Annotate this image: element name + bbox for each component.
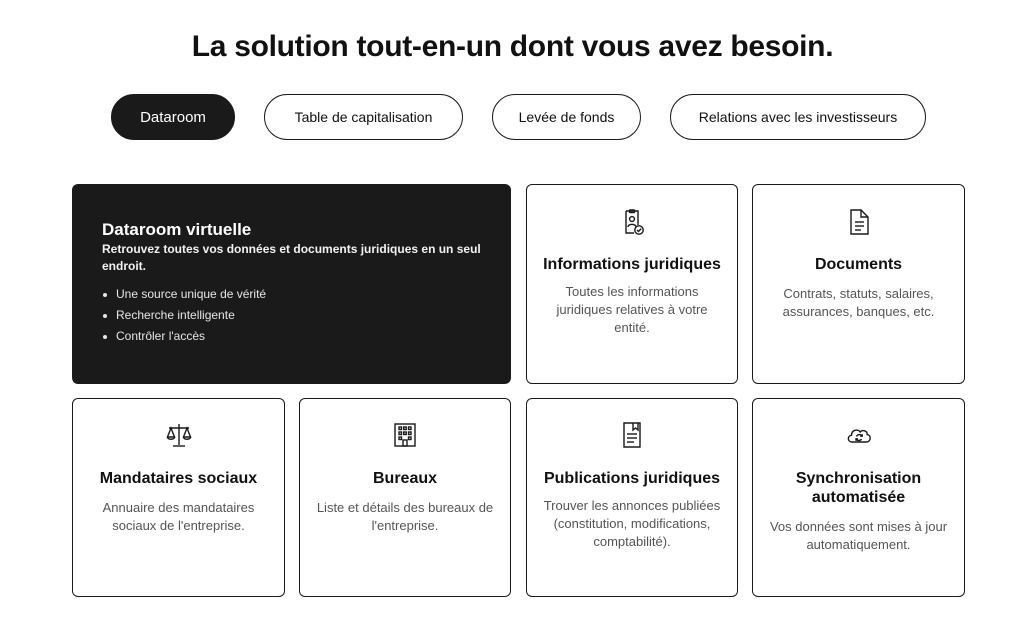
card-synchronisation-automatisee[interactable] (752, 398, 965, 597)
building-icon (390, 420, 420, 450)
card-title: Bureaux (372, 470, 438, 487)
hero-bullet: Une source unique de vérité (102, 284, 481, 305)
hero-title: Dataroom virtuelle (102, 220, 252, 239)
tab-table-de-capitalisation[interactable]: Table de capitalisation (264, 94, 463, 140)
card-title: Publications juridiques (543, 470, 721, 487)
card-description: Contrats, statuts, salaires, assurances, banques, etc. (782, 286, 935, 319)
card-description: Annuaire des mandataires sociaux de l'entreprise. (102, 500, 255, 533)
card-informations-juridiques[interactable] (526, 184, 738, 384)
feature-tabs (0, 94, 1025, 141)
hero-subtitle: Retrouvez toutes vos données et documents juridiques en un seul endroit. (102, 242, 481, 273)
id-badge-check-icon (617, 207, 647, 237)
page-title: La solution tout-en-un dont vous avez besoin. (191, 30, 834, 63)
hero-bullet: Recherche intelligente (102, 305, 481, 326)
scales-icon (164, 420, 194, 450)
card-title: Documents (814, 256, 903, 273)
card-description: Liste et détails des bureaux de l'entreprise. (316, 500, 494, 533)
card-mandataires-sociaux[interactable] (72, 398, 285, 597)
card-documents[interactable] (752, 184, 965, 384)
tab-relations-investisseurs[interactable]: Relations avec les investisseurs (670, 94, 926, 140)
card-title: Synchronisation automatisée (795, 470, 922, 506)
newspaper-icon (617, 420, 647, 450)
dataroom-hero-card (72, 184, 511, 384)
hero-bullet: Contrôler l'accès (102, 326, 481, 347)
card-bureaux[interactable] (299, 398, 511, 597)
hero-bullet-list (102, 284, 481, 347)
cloud-sync-icon (844, 420, 874, 450)
card-description: Trouver les annonces publiées (constitution, modifications, comptabilité). (543, 498, 721, 549)
document-icon (844, 207, 874, 237)
tab-dataroom[interactable]: Dataroom (111, 94, 235, 140)
card-description: Vos données sont mises à jour automatiquement. (769, 519, 948, 552)
card-publications-juridiques[interactable] (526, 398, 738, 597)
tab-levee-de-fonds[interactable]: Levée de fonds (492, 94, 641, 140)
card-title: Informations juridiques (543, 256, 721, 273)
card-title: Mandataires sociaux (99, 470, 258, 487)
card-description: Toutes les informations juridiques relatives à votre entité. (556, 284, 708, 335)
